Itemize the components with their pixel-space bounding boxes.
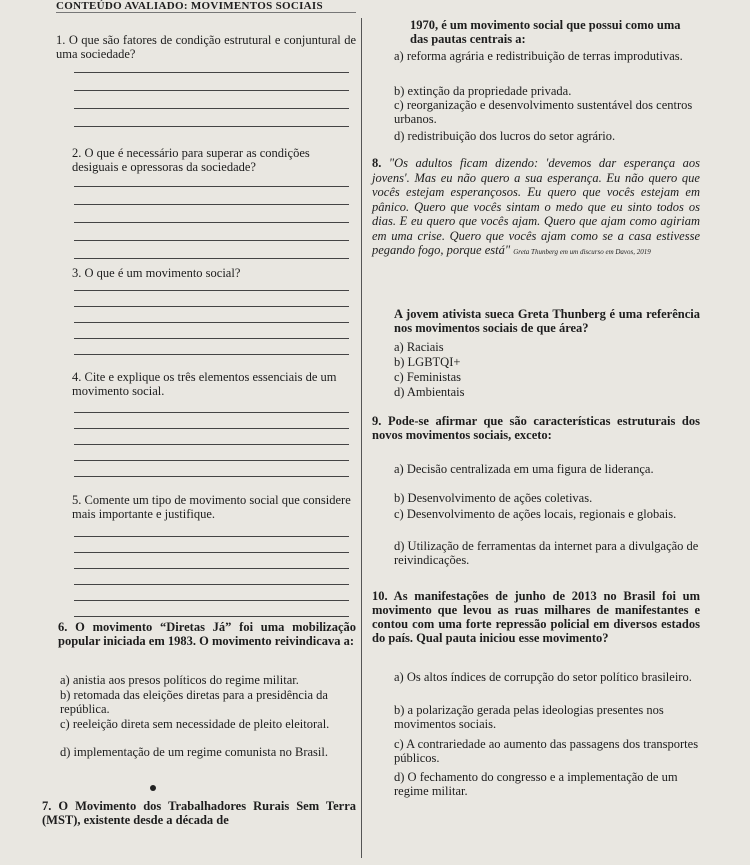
question-3-number: 3. (72, 266, 82, 280)
question-9-option-c[interactable]: c) Desenvolvimento de ações locais, regionais e globais. (394, 507, 677, 521)
question-6-option-c[interactable]: c) reeleição direta sem necessidade de pleito eleitoral. (60, 717, 330, 731)
question-10-prompt: As manifestações de junho de 2013 no Brasil foi um movimento que levou as ruas milhares de manifestantes e contou com uma forte repressão policial em diversos estados do país. Qual pauta iniciou esse movimento? (372, 589, 701, 645)
question-8-number: 8. (372, 156, 382, 170)
question-7-text (42, 799, 356, 827)
question-5-text (72, 493, 356, 521)
answer-line[interactable] (74, 568, 349, 569)
question-1-number: 1. (56, 33, 66, 47)
answer-line[interactable] (74, 616, 349, 617)
question-4-prompt: Cite e explique os três elementos essenciais de um movimento social. (72, 370, 337, 398)
question-3-prompt: O que é um movimento social? (84, 266, 241, 280)
question-5-number: 5. (72, 493, 82, 507)
question-10-number: 10. (372, 589, 388, 603)
content-header: CONTEÚDO AVALIADO: MOVIMENTOS SOCIAIS (56, 0, 356, 13)
question-2-prompt: O que é necessário para superar as condições desiguais e opressoras da sociedade? (72, 146, 310, 174)
answer-line[interactable] (74, 186, 349, 187)
question-9-option-d[interactable]: d) Utilização de ferramentas da internet para a divulgação de reivindicações. (394, 539, 699, 567)
question-8-option-a[interactable]: a) Raciais (394, 340, 444, 354)
question-10-option-b[interactable]: b) a polarização gerada pelas ideologias presentes nos movimentos sociais. (394, 703, 664, 731)
answer-line[interactable] (74, 90, 349, 91)
answer-line[interactable] (74, 126, 349, 127)
answer-line[interactable] (74, 322, 349, 323)
question-9-text (372, 414, 700, 442)
question-6-text (58, 620, 356, 648)
question-6-prompt: O movimento “Diretas Já” foi uma mobilização popular iniciada em 1983. O movimento reivindicava a: (58, 620, 357, 648)
answer-line[interactable] (74, 204, 349, 205)
question-7-option-a[interactable]: a) reforma agrária e redistribuição de terras improdutivas. (394, 49, 683, 63)
answer-line[interactable] (74, 338, 349, 339)
answer-line[interactable] (74, 240, 349, 241)
answer-line[interactable] (74, 72, 349, 73)
question-9-option-a[interactable]: a) Decisão centralizada em uma figura de liderança. (394, 462, 654, 476)
question-8-option-d[interactable]: d) Ambientais (394, 385, 465, 399)
question-2-number: 2. (72, 146, 82, 160)
bullet-dot (150, 785, 156, 791)
question-10-text (372, 589, 700, 645)
column-divider (361, 18, 362, 858)
question-6-number: 6. (58, 620, 68, 634)
question-9-number: 9. (372, 414, 382, 428)
question-1-prompt: O que são fatores de condição estrutural e conjuntural de uma sociedade? (56, 33, 357, 61)
question-8-quote-block (372, 156, 700, 259)
answer-line[interactable] (74, 584, 349, 585)
question-4-number: 4. (72, 370, 82, 384)
question-9-option-b[interactable]: b) Desenvolvimento de ações coletivas. (394, 491, 593, 505)
question-6-option-a[interactable]: a) anistia aos presos políticos do regime militar. (60, 673, 299, 687)
answer-line[interactable] (74, 412, 349, 413)
question-1-text (56, 33, 356, 61)
answer-line[interactable] (74, 222, 349, 223)
answer-line[interactable] (74, 552, 349, 553)
answer-line[interactable] (74, 476, 349, 477)
answer-line[interactable] (74, 108, 349, 109)
question-7-number: 7. (42, 799, 52, 813)
question-8-quote: "Os adultos ficam dizendo: 'devemos dar esperança aos jovens'. Mas eu não quero a sua esperança. Eu não quero que vocês estejam esperançosos. Eu quero que vocês estejam em pânico. Quero que vocês sintam o medo que eu sinto todos os dias. E eu quero que vocês ajam. Quero que ajam como agiriam em uma crise. Quero que vocês ajam como se a casa estivesse pegando fogo, porque está" (372, 156, 700, 257)
question-3-text (72, 266, 356, 280)
question-7-prompt: O Movimento dos Trabalhadores Rurais Sem Terra (MST), existente desde a década de (42, 799, 356, 827)
answer-line[interactable] (74, 428, 349, 429)
answer-line[interactable] (74, 536, 349, 537)
question-8-attribution: Greta Thunberg em um discurso em Davos, 2019 (513, 248, 651, 256)
question-7-option-c[interactable]: c) reorganização e desenvolvimento sustentável dos centros urbanos. (394, 98, 693, 126)
question-4-text (72, 370, 356, 398)
question-8-prompt: A jovem ativista sueca Greta Thunberg é uma referência nos movimentos sociais de que área? (394, 307, 700, 335)
question-10-option-d[interactable]: d) O fechamento do congresso e a implementação de um regime militar. (394, 770, 678, 798)
question-5-prompt: Comente um tipo de movimento social que considere mais importante e justifique. (72, 493, 351, 521)
question-8-option-b[interactable]: b) LGBTQI+ (394, 355, 461, 369)
answer-line[interactable] (74, 290, 349, 291)
question-10-option-c[interactable]: c) A contrariedade ao aumento das passagens dos transportes públicos. (394, 737, 699, 765)
question-7-continuation: 1970, é um movimento social que possui como uma das pautas centrais a: (410, 18, 681, 46)
answer-line[interactable] (74, 460, 349, 461)
answer-line[interactable] (74, 600, 349, 601)
question-10-option-a[interactable]: a) Os altos índices de corrupção do setor político brasileiro. (394, 670, 692, 684)
question-6-option-b[interactable]: b) retomada das eleições diretas para a presidência da república. (60, 688, 328, 716)
question-6-option-d[interactable]: d) implementação de um regime comunista no Brasil. (60, 745, 328, 759)
question-7-option-d[interactable]: d) redistribuição dos lucros do setor agrário. (394, 129, 616, 143)
question-2-text (72, 146, 356, 174)
question-9-prompt: Pode-se afirmar que são características estruturais dos novos movimentos sociais, exceto: (372, 414, 700, 442)
answer-line[interactable] (74, 444, 349, 445)
question-7-option-b[interactable]: b) extinção da propriedade privada. (394, 84, 572, 98)
answer-line[interactable] (74, 354, 349, 355)
answer-line[interactable] (74, 258, 349, 259)
question-8-option-c[interactable]: c) Feministas (394, 370, 462, 384)
answer-line[interactable] (74, 306, 349, 307)
